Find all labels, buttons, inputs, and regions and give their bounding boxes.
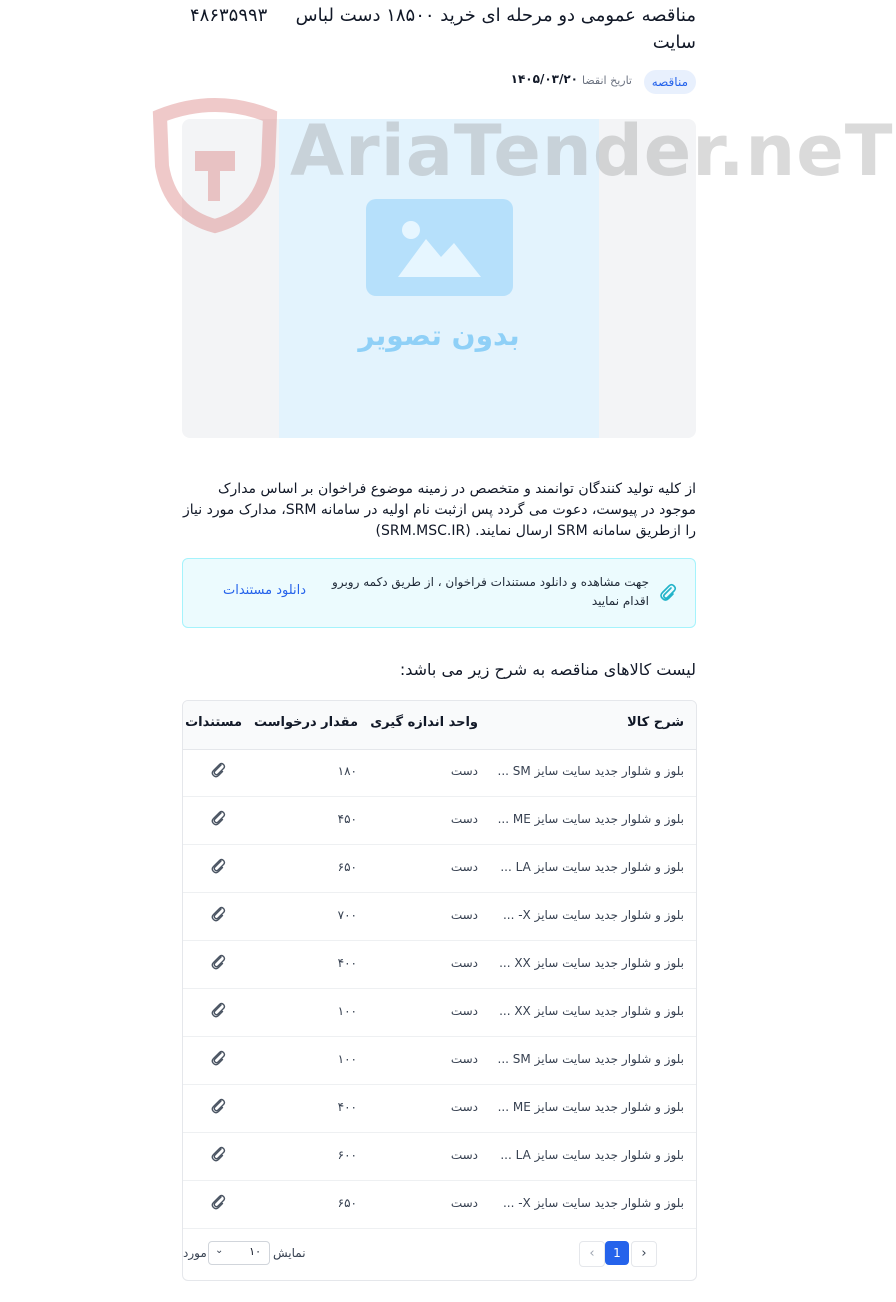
paperclip-icon[interactable] <box>210 857 226 875</box>
item-qty: ۶۵۰ <box>337 860 357 874</box>
pagination-current-page[interactable]: 1 <box>605 1241 629 1265</box>
page-size-value: ۱۰ <box>249 1245 261 1258</box>
table-row <box>183 1181 696 1229</box>
item-unit: دست <box>450 1100 478 1114</box>
watermark-text: AriaTender.neT <box>290 110 894 192</box>
items-table <box>182 700 697 1281</box>
table-row <box>183 989 696 1037</box>
item-qty: ۱۸۰ <box>337 764 357 778</box>
item-name: بلوز و شلوار جدید سایت سایز LA ... <box>500 1148 684 1162</box>
item-name: بلوز و شلوار جدید سایت سایز X- ... <box>502 908 684 922</box>
table-row <box>183 893 696 941</box>
page-size-unit: مورد <box>183 1246 207 1260</box>
image-placeholder <box>279 119 599 438</box>
item-name: بلوز و شلوار جدید سایت سایز ME ... <box>498 812 684 826</box>
item-qty: ۶۰۰ <box>337 1148 357 1162</box>
item-name: بلوز و شلوار جدید سایت سایز XX ... <box>499 956 684 970</box>
tender-id: ۴۸۶۳۵۹۹۳ <box>190 5 268 26</box>
item-unit: دست <box>450 1148 478 1162</box>
paperclip-icon <box>659 583 677 603</box>
paperclip-icon[interactable] <box>210 1097 226 1115</box>
chevron-down-icon: ⌄ <box>215 1245 224 1256</box>
table-footer <box>183 1229 696 1279</box>
meta-row <box>182 68 696 96</box>
paperclip-icon[interactable] <box>210 953 226 971</box>
paperclip-icon[interactable] <box>210 761 226 779</box>
item-unit: دست <box>450 764 478 778</box>
table-row <box>183 797 696 845</box>
table-row <box>183 1037 696 1085</box>
paperclip-icon[interactable] <box>210 1145 226 1163</box>
no-image-text: بدون تصویر <box>358 319 520 352</box>
deadline-value: ۱۴۰۵/۰۳/۲۰ <box>510 72 578 86</box>
paperclip-icon[interactable] <box>210 1193 226 1211</box>
item-name: بلوز و شلوار جدید سایت سایز SM ... <box>498 764 684 778</box>
item-qty: ۴۰۰ <box>337 956 357 970</box>
item-unit: دست <box>450 956 478 970</box>
paperclip-icon[interactable] <box>210 1001 226 1019</box>
items-list-title: لیست کالاهای مناقصه به شرح زیر می باشد: <box>399 660 696 679</box>
table-header <box>183 701 696 750</box>
header-docs: مستندات <box>185 715 242 730</box>
item-qty: ۴۵۰ <box>337 812 357 826</box>
download-box <box>182 558 696 628</box>
download-docs-link[interactable]: دانلود مستندات <box>223 583 307 598</box>
table-row <box>183 845 696 893</box>
pagination-next-button[interactable]: ‹ <box>579 1241 605 1267</box>
download-info: جهت مشاهده و دانلود مستندات فراخوان ، از طریق دکمه روبرو اقدام نمایید <box>332 575 649 608</box>
item-unit: دست <box>450 1196 478 1210</box>
item-qty: ۱۰۰ <box>337 1052 357 1066</box>
page-title: مناقصه عمومی دو مرحله ای خرید ۱۸۵۰۰ دست لباس سایت <box>295 5 696 53</box>
deadline-label: تاریخ انقضا <box>582 74 632 87</box>
table-row <box>183 749 696 797</box>
page-size-select[interactable] <box>208 1241 270 1265</box>
header-qty: مقدار درخواست <box>253 715 358 730</box>
item-unit: دست <box>450 812 478 826</box>
image-placeholder-icon <box>366 199 513 296</box>
item-name: بلوز و شلوار جدید سایت سایز XX ... <box>499 1004 684 1018</box>
paperclip-icon[interactable] <box>210 809 226 827</box>
paperclip-icon[interactable] <box>210 1049 226 1067</box>
tender-image <box>182 119 696 438</box>
description: از کلیه تولید کنندگان توانمند و متخصص در زمینه موضوع فراخوان بر اساس مدارک موجود در پیوست، دعوت می گردد پس ازثبت نام اولیه در سامانه SRM، مدارک مورد نیاز را ازطریق سامانه SRM ارسال نمایند. (SRM.MSC.IR) <box>182 481 696 539</box>
paperclip-icon[interactable] <box>210 905 226 923</box>
item-qty: ۱۰۰ <box>337 1004 357 1018</box>
table-row <box>183 1085 696 1133</box>
header-name: شرح کالا <box>627 715 684 730</box>
item-qty: ۶۵۰ <box>337 1196 357 1210</box>
item-unit: دست <box>450 1052 478 1066</box>
item-unit: دست <box>450 860 478 874</box>
item-name: بلوز و شلوار جدید سایت سایز X- ... <box>502 1196 684 1210</box>
item-name: بلوز و شلوار جدید سایت سایز ME ... <box>498 1100 684 1114</box>
type-badge[interactable]: مناقصه <box>644 70 696 94</box>
table-row <box>183 941 696 989</box>
pagination-prev-button[interactable]: › <box>631 1241 657 1267</box>
header-unit: واحد اندازه گیری <box>370 715 478 730</box>
page-size-label: نمایش <box>273 1246 306 1260</box>
item-unit: دست <box>450 908 478 922</box>
item-name: بلوز و شلوار جدید سایت سایز LA ... <box>500 860 684 874</box>
item-name: بلوز و شلوار جدید سایت سایز SM ... <box>498 1052 684 1066</box>
item-qty: ۴۰۰ <box>337 1100 357 1114</box>
item-qty: ۷۰۰ <box>337 908 357 922</box>
item-unit: دست <box>450 1004 478 1018</box>
table-row <box>183 1133 696 1181</box>
header <box>182 0 696 56</box>
